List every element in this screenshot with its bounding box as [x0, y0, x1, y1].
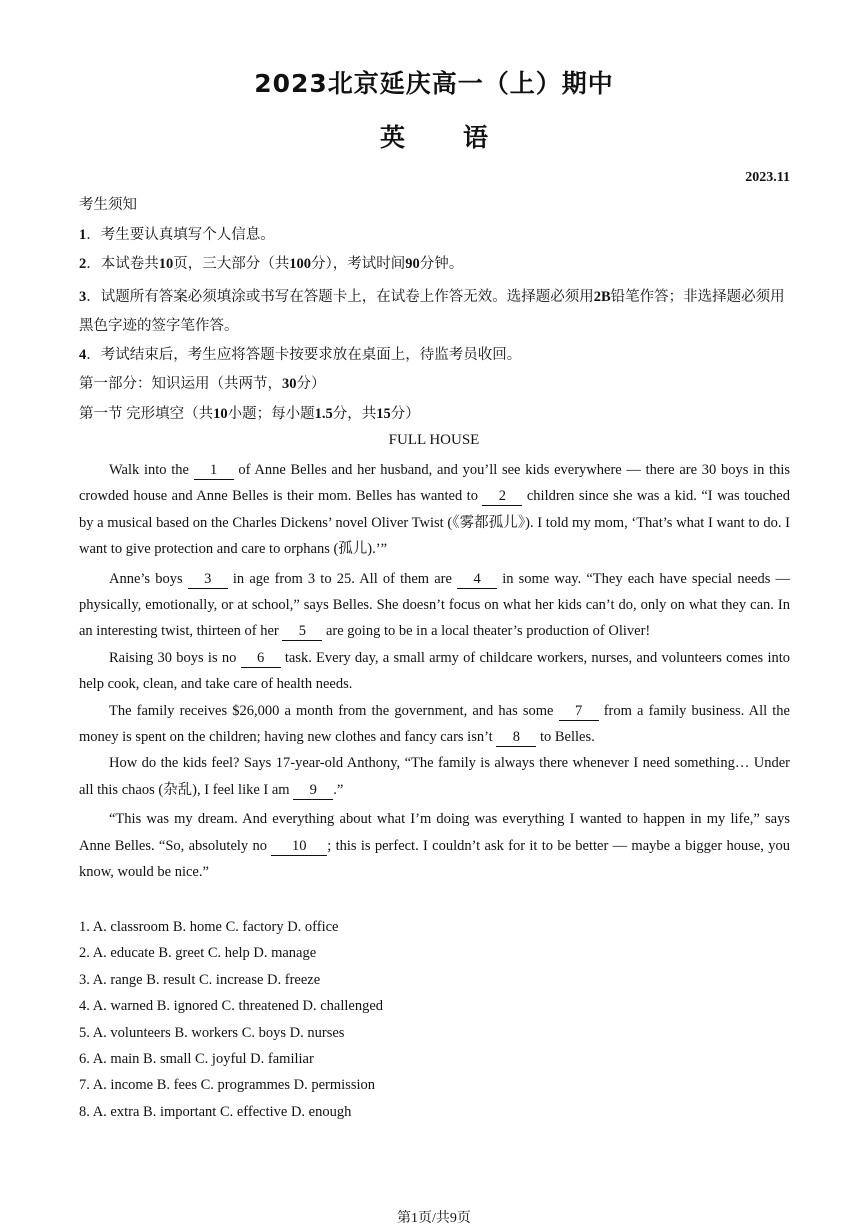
- blank-5: 5: [282, 622, 322, 641]
- exam-date: 2023.11: [745, 170, 790, 185]
- instruction-2: 2．本试卷共10页，三大部分（共100分），考试时间90分钟。: [79, 256, 464, 272]
- subject-title: 英语: [379, 123, 546, 152]
- blank-9: 9: [293, 781, 333, 800]
- instruction-1: 1．考生要认真填写个人信息。: [79, 226, 275, 243]
- option-line-4: 4. A. warned B. ignored C. threatened D. challenged: [79, 998, 384, 1015]
- option-line-6: 6. A. main B. small C. joyful D. familiar: [79, 1051, 314, 1068]
- passage-paragraph: How do the kids feel? Says 17-year-old Anthony, “The family is always there whenever I need something… Under all this chaos (杂乱), I feel like I am 9 .”: [79, 755, 790, 798]
- exam-title: 2023北京延庆高一（上）期中: [254, 69, 614, 98]
- passage-paragraph: Raising 30 boys is no 6 task. Every day, a small army of childcare workers, nurses, and volunteers comes into help cook, clean, and take care of health needs.: [79, 649, 790, 693]
- option-line-5: 5. A. volunteers B. workers C. boys D. nurses: [79, 1024, 345, 1041]
- option-line-7: 7. A. income B. fees C. programmes D. permission: [79, 1077, 375, 1094]
- answer-options: [79, 914, 383, 1125]
- blank-4: 4: [457, 570, 497, 589]
- passage-paragraph: Anne’s boys 3 in age from 3 to 25. All of them are 4 in some way. “They each have special needs — physically, emotionally, or at school,” says Belles. She doesn’t focus on what her kids can’t do, only on what they can. In an interesting twist, thirteen of her 5 are going to be in a local theater’s production of Oliver!: [79, 570, 790, 640]
- passage-body: [79, 457, 790, 886]
- part1-heading: 第一部分：知识运用（共两节，30分）: [79, 376, 326, 392]
- blank-10: 10: [271, 837, 327, 856]
- passage-title: FULL HOUSE: [388, 432, 480, 448]
- option-line-3: 3. A. range B. result C. increase D. freeze: [79, 971, 321, 988]
- blank-2: 2: [482, 487, 522, 506]
- blank-1: 1: [194, 461, 234, 480]
- option-line-1: 1. A. classroom B. home C. factory D. office: [79, 919, 339, 935]
- blank-7: 7: [559, 702, 599, 721]
- passage-paragraph: Walk into the 1 of Anne Belles and her husband, and you’ll see kids everywhere — there are 30 boys in this crowded house and Anne Belles is their mom. Belles has wanted to 2 children since she was a kid. “I was touched by a musical based on the Charles Dickens’ novel Oliver Twist (《雾都孤儿》). I told my mom, ‘That’s what I want to do. I want to give protection and care to orphans (孤儿).’”: [79, 462, 790, 558]
- blank-3: 3: [188, 570, 228, 589]
- instructions: [79, 194, 791, 432]
- blank-8: 8: [496, 728, 536, 747]
- passage-paragraph: “This was my dream. And everything about what I’m doing was everything I wanted to happen in my life,” says Anne Belles. “So, absolutely no 10 ; this is perfect. I couldn’t ask for it to be better — maybe a bigger house, you know, would be nice.”: [79, 811, 790, 881]
- instruction-3: 3．试题所有答案必须填涂或书写在答题卡上，在试卷上作答无效。选择题必须用2B铅笔作答；非选择题必须用黑色字迹的签字笔作答。: [79, 288, 785, 334]
- instructions-heading: 考生须知: [79, 197, 137, 213]
- blank-6: 6: [241, 649, 281, 668]
- passage-paragraph: The family receives $26,000 a month from the government, and has some 7 from a family business. All the money is spent on the children; having new clothes and fancy cars isn’t 8 to Belles.: [79, 702, 790, 746]
- option-line-8: 8. A. extra B. important C. effective D. enough: [79, 1103, 352, 1120]
- option-line-2: 2. A. educate B. greet C. help D. manage: [79, 945, 317, 962]
- page-number: 第1页/共9页: [397, 1211, 471, 1226]
- section1-heading: 第一节 完形填空（共10小题；每小题1.5分，共15分）: [79, 405, 420, 422]
- instruction-4: 4．考试结束后，考生应将答题卡按要求放在桌面上，待监考员收回。: [79, 346, 522, 363]
